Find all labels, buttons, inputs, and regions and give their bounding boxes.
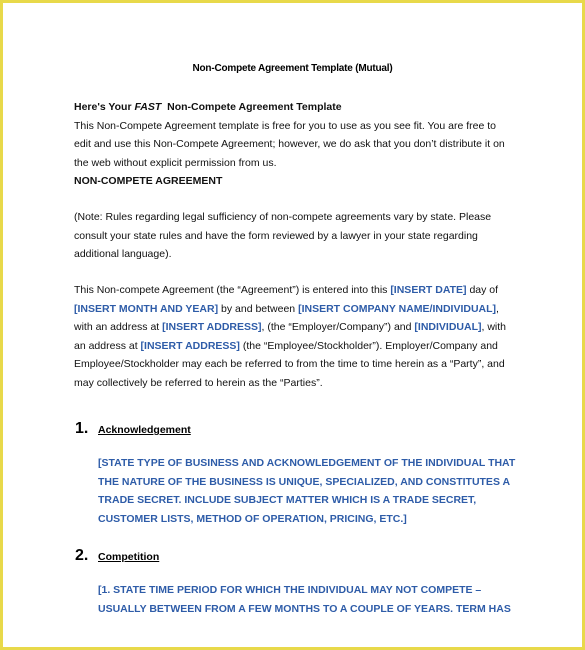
intro-block xyxy=(74,98,529,191)
intro-line: edit and use this Non-Compete Agreement; however, we do ask that you don’t distribute it on xyxy=(74,138,505,150)
section-line: [STATE TYPE OF BUSINESS AND ACKNOWLEDGEMENT OF THE INDIVIDUAL THAT xyxy=(98,457,516,469)
document-page xyxy=(3,3,582,647)
body-text: an address at xyxy=(74,339,141,352)
section-title-competition: Competition xyxy=(98,551,160,563)
body-line-1 xyxy=(74,281,529,300)
note-line: consult your state rules and have the form reviewed by a lawyer in your state regarding xyxy=(74,229,478,242)
placeholder-company-name: [INSERT COMPANY NAME/INDIVIDUAL] xyxy=(298,302,497,315)
section-number: 1. xyxy=(75,420,89,437)
intro-heading-fast: FAST xyxy=(134,101,162,113)
bottom-fade xyxy=(3,621,582,647)
placeholder-month-year: [INSERT MONTH AND YEAR] xyxy=(74,302,219,315)
agreement-heading: NON-COMPETE AGREEMENT xyxy=(74,175,223,187)
intro-heading xyxy=(74,98,529,117)
note-line: (Note: Rules regarding legal sufficiency of non-compete agreements vary by state. Please xyxy=(74,211,492,223)
placeholder-individual: [INDIVIDUAL] xyxy=(414,321,482,333)
section-line: TRADE SECRET. INCLUDE SUBJECT MATTER WHICH IS A TRADE SECRET, xyxy=(98,494,477,506)
document-title: Non-Compete Agreement Template (Mutual) xyxy=(192,63,393,74)
section-line: THE NATURE OF THE BUSINESS IS UNIQUE, SPECIALIZED, AND CONSTITUTES A xyxy=(98,475,511,488)
note-block xyxy=(74,208,529,264)
body-text: , xyxy=(496,302,499,315)
body-line-5: Employee/Stockholder may each be referred to from the time to time herein as a “Party”, and xyxy=(74,358,505,370)
body-line-4 xyxy=(74,337,529,356)
section-number: 2. xyxy=(75,547,89,564)
section-title-acknowledgement: Acknowledgement xyxy=(98,424,191,436)
section-2-content xyxy=(98,581,538,618)
intro-line: This Non-Compete Agreement template is free for you to use as you see fit. You are free to xyxy=(74,119,496,132)
body-text: (the “Employee/Stockholder”). Employer/Company and xyxy=(239,339,498,352)
body-text: This Non-compete Agreement (the “Agreement”) is entered into this xyxy=(74,284,391,296)
body-line-6: may collectively be referred to herein as the “Parties”. xyxy=(74,376,323,389)
agreement-body xyxy=(74,281,529,392)
body-text: by and between xyxy=(218,302,299,315)
body-text: , (the “Employer/Company”) and xyxy=(261,321,415,333)
intro-heading-suffix: Non-Compete Agreement Template xyxy=(161,101,342,113)
body-line-2 xyxy=(74,300,529,319)
placeholder-insert-date: [INSERT DATE] xyxy=(390,284,467,296)
note-line: additional language). xyxy=(74,248,172,260)
body-text: with an address at xyxy=(74,321,163,333)
section-line: [1. STATE TIME PERIOD FOR WHICH THE INDIVIDUAL MAY NOT COMPETE – xyxy=(98,584,482,596)
body-text: , with xyxy=(481,321,507,333)
section-line: CUSTOMER LISTS, METHOD OF OPERATION, PRICING, ETC.] xyxy=(98,512,407,525)
section-line: USUALLY BETWEEN FROM A FEW MONTHS TO A COUPLE OF YEARS. TERM HAS xyxy=(98,602,511,615)
body-text: day of xyxy=(466,284,499,296)
intro-line: the web without explicit permission from us. xyxy=(74,156,277,169)
body-line-3 xyxy=(74,318,529,337)
placeholder-address: [INSERT ADDRESS] xyxy=(162,321,262,333)
intro-heading-prefix: Here's Your xyxy=(74,101,135,113)
placeholder-address: [INSERT ADDRESS] xyxy=(140,339,240,352)
section-1-content xyxy=(98,454,538,528)
